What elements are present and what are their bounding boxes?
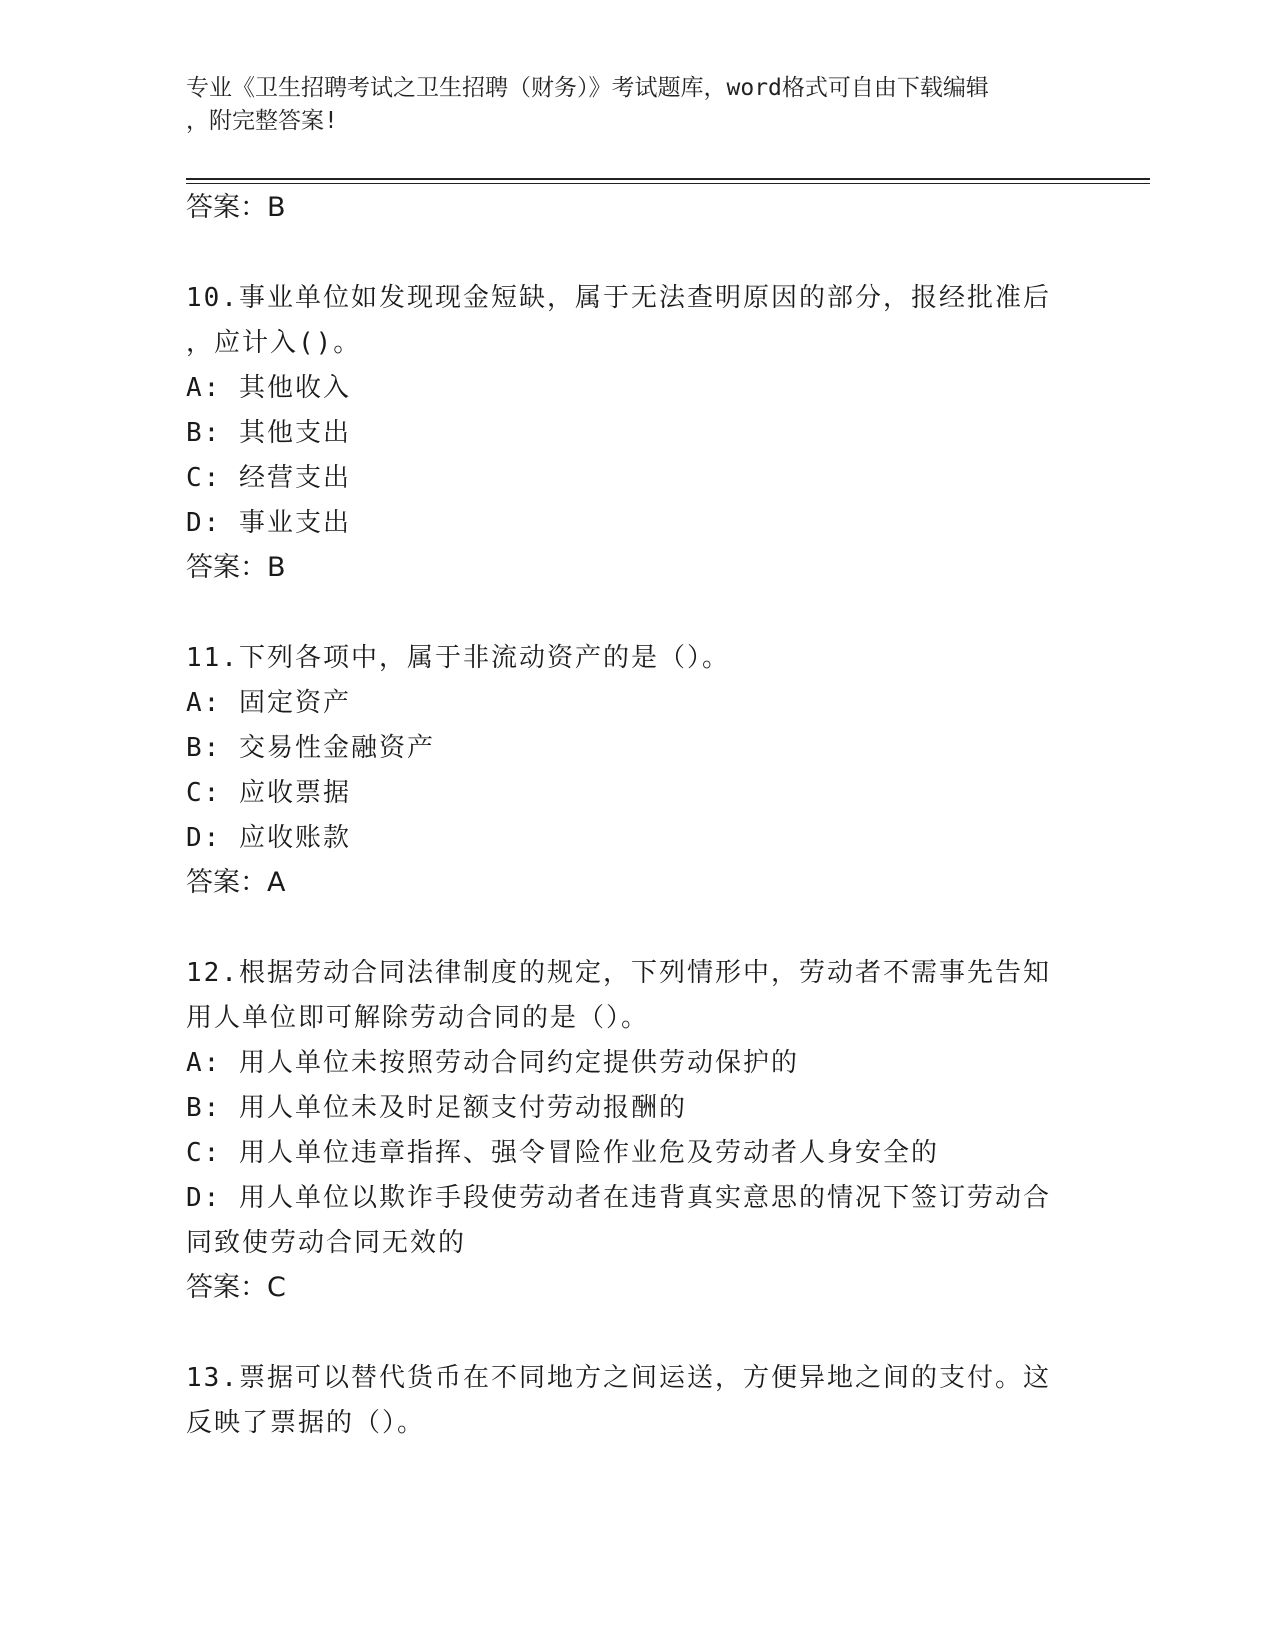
answer-line: 答案：B [186,192,286,223]
header-line: ，附完整答案! [186,108,338,134]
question-text: 用人单位即可解除劳动合同的是（）。 [186,1003,650,1033]
option-c: C: 经营支出 [186,463,351,493]
document-header [186,72,1066,138]
option-b: B: 用人单位未及时足额支付劳动报酬的 [186,1093,687,1123]
header-divider [186,178,1150,180]
option-c: C: 应收票据 [186,778,351,808]
option-a: A: 其他收入 [186,373,351,403]
question-text: 反映了票据的（）。 [186,1408,426,1438]
question-text: 12.根据劳动合同法律制度的规定，下列情形中，劳动者不需事先告知 [186,958,1051,988]
option-b: B: 其他支出 [186,418,351,448]
answer-line: 答案：C [186,1272,286,1303]
header-line: 专业《卫生招聘考试之卫生招聘（财务）》考试题库，word格式可自由下载编辑 [186,75,989,101]
option-d: D: 事业支出 [186,508,351,538]
option-b: B: 交易性金融资产 [186,733,435,763]
question-text: 11.下列各项中，属于非流动资产的是（）。 [186,643,730,673]
option-a: A: 用人单位未按照劳动合同约定提供劳动保护的 [186,1048,799,1078]
option-d: D: 用人单位以欺诈手段使劳动者在违背真实意思的情况下签订劳动合 [186,1183,1051,1213]
answer-line: 答案：B [186,552,286,583]
question-text: 10.事业单位如发现现金短缺，属于无法查明原因的部分，报经批准后 [186,283,1051,313]
option-a: A: 固定资产 [186,688,351,718]
option-c: C: 用人单位违章指挥、强令冒险作业危及劳动者人身安全的 [186,1138,939,1168]
header-divider [186,183,1150,184]
question-text: 13.票据可以替代货币在不同地方之间运送，方便异地之间的支付。这 [186,1363,1051,1393]
question-text: ，应计入()。 [186,328,362,358]
option-d-continued: 同致使劳动合同无效的 [186,1228,467,1258]
option-d: D: 应收账款 [186,823,351,853]
answer-line: 答案：A [186,867,286,898]
